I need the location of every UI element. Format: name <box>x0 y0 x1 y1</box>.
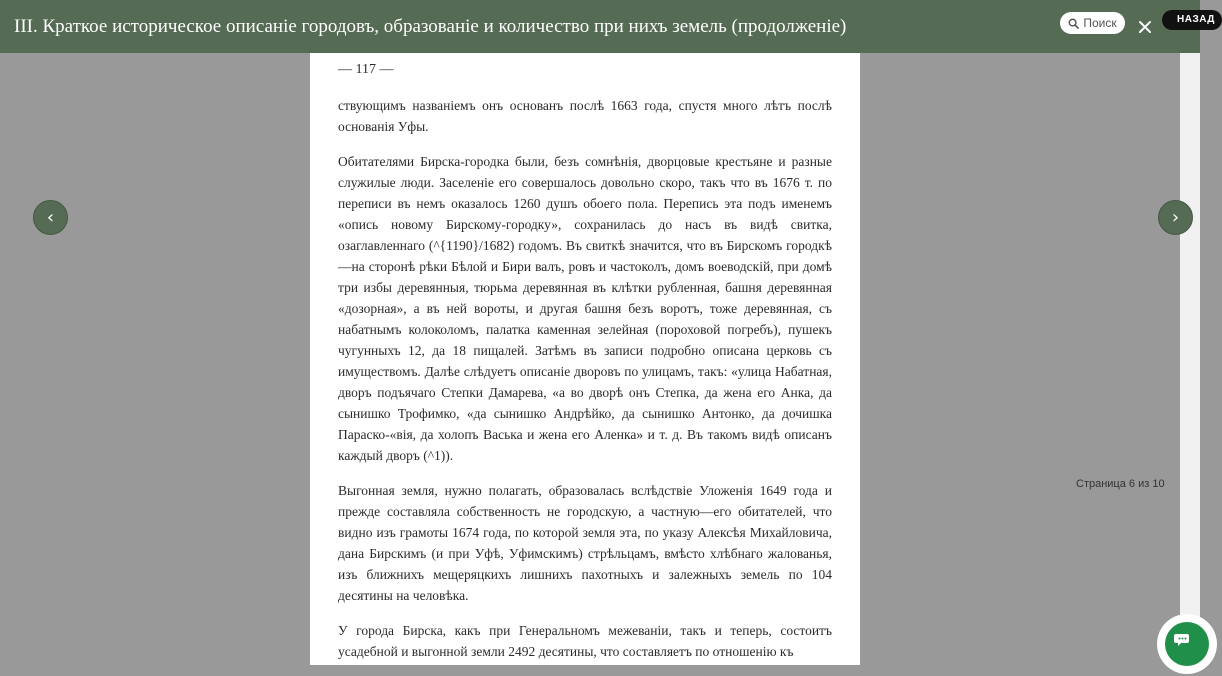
chat-icon <box>1174 631 1194 651</box>
chat-button-circle <box>1165 622 1209 666</box>
header-bar <box>0 0 1215 53</box>
paragraph: У города Бирска, какъ при Генеральномъ межеваніи, такъ и теперь, состоитъ усадебной и выгонной земли 2492 десятины, что составляетъ по отношенію къ <box>338 623 832 659</box>
close-button[interactable] <box>1134 16 1156 38</box>
search-icon <box>1068 18 1079 29</box>
document-page <box>310 53 860 665</box>
search-button-label: Поиск <box>1083 16 1117 30</box>
back-button[interactable]: НАЗАД <box>1162 10 1222 30</box>
next-page-button[interactable] <box>1158 200 1193 235</box>
paragraph: Выгонная земля, нужно полагать, образовалась вслѣдствіе Уложенія 1649 года и прежде составляла собственность не городскую, а частную—его обитателей, что видно изъ грамоты 1674 года, по которой земля эта, по указу Алексѣя Михайловича, дана Бирскимъ (и при Уфѣ, Уфимскимъ) стрѣльцамъ, вмѣсто хлѣбнаго жалованья, изъ ближнихъ мещеряцкихъ лишнихъ пахотныхъ и залежныхъ земель по 104 десятины на человѣка. <box>338 483 832 603</box>
chevron-right-icon: › <box>1171 207 1180 228</box>
chat-button[interactable] <box>1157 614 1217 674</box>
paragraph: ствующимъ названіемъ онъ основанъ послѣ 1663 года, спустя много лѣтъ послѣ основанія Уфы. <box>338 98 832 134</box>
previous-page-button[interactable] <box>33 200 68 235</box>
paragraph: Обитателями Бирска-городка были, безъ сомнѣнія, дворцовые крестьяне и разные служилые люди. Заселеніе его совершалось довольно скоро, такъ что въ 1676 т. по переписи въ немъ оказалось 1260 душъ обоего пола. Перепись эта подъ именемъ «опись новому Бирскому-городку», сохранилась до насъ въ видѣ свитка, озаглавленнаго (^{1190}/1682) годомъ. Въ свиткѣ значится, что въ Бирскомъ городкѣ—на сторонѣ рѣки Бѣлой и Бири валъ, ровъ и частоколъ, домъ воеводскій, при домѣ три избы деревянныя, тюрьма деревянная въ клѣтки рубленная, башня деревянная «дозорная», а въ ней вороты, и другая башня безъ воротъ, тоже деревянная, съ набатнымъ колоколомъ, палатка каменная зелейная (пороховой погребъ), пушекъ чугунныхъ 12, да 18 пищалей. Затѣмъ въ записи подробно описана церковь съ имуществомъ. Далѣе слѣдуетъ описаніе дворовъ по улицамъ, такъ: «улица Набатная, дворъ подъячаго Степки Дамарева, «а во дворѣ онъ Степка, да жена его Анка, да сынишко Трофимко, «да сынишко Андрѣйко, да сынишко Антонко, да дочишка Параско-«вія, да холопъ Васька и жена его Аленка» и т. д. Въ такомъ видѣ описанъ каждый дворъ (^1)). <box>338 154 832 463</box>
page-counter: Страница 6 из 10 <box>1076 478 1165 490</box>
scrollbar[interactable] <box>1180 53 1200 665</box>
search-button[interactable] <box>1060 12 1125 34</box>
page-title: III. Краткое историческое описаніе городовъ, образованіе и количество при нихъ земель (продолженіе) <box>14 16 847 37</box>
page-number: — 117 — <box>338 62 394 77</box>
page-text <box>338 95 832 676</box>
close-icon <box>1138 20 1152 34</box>
chevron-left-icon: ‹ <box>46 207 55 228</box>
